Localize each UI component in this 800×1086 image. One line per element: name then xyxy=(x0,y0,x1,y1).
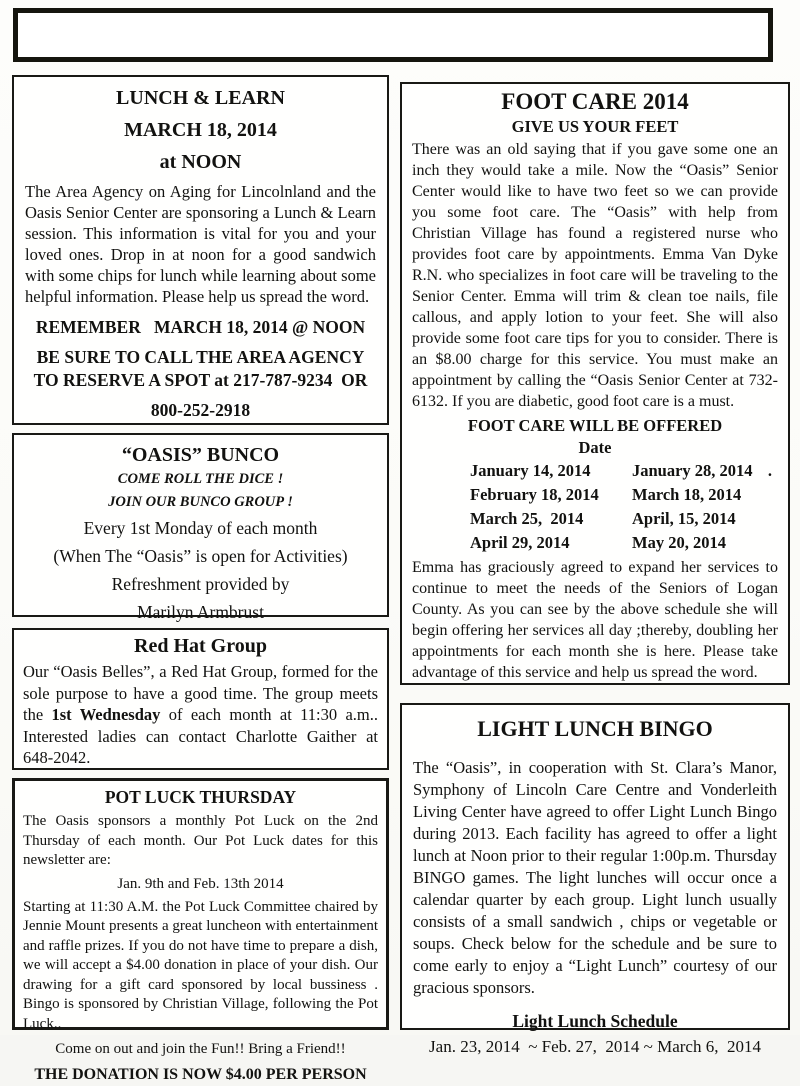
date-cell: March 18, 2014 xyxy=(632,485,742,504)
pot-luck-fun-line: Come on out and join the Fun!! Bring a Friend!! xyxy=(55,1041,346,1057)
pot-luck-intro: The Oasis sponsors a monthly Pot Luck on the 2nd Thursday of each month. Our Pot Luck dates for this newsletter are: xyxy=(23,813,378,868)
pot-luck-thursday-section xyxy=(12,778,389,1083)
red-hat-title: Red Hat Group xyxy=(134,635,267,657)
bingo-schedule-title: Light Lunch Schedule xyxy=(512,1011,678,1031)
red-hat-body-pre: Our “Oasis Belles”, a Red Hat Group, formed for the sole purpose to have a good time. The group meets the xyxy=(23,662,378,724)
date-cell: January 14, 2014 xyxy=(470,461,591,480)
bunco-condition-line: (When The “Oasis” is open for Activities) xyxy=(53,546,348,566)
bunco-tagline-1: COME ROLL THE DICE ! xyxy=(117,471,284,487)
pot-luck-body: Starting at 11:30 A.M. the Pot Luck Committee chaired by Jennie Mount presents a great luncheon with entertainment and raffle prizes. If you do not have time to prepare a dish, we will accept a $4.00 donation in place of your dish. Our drawing for a gift card sponsored by local bussiness . Bingo is sponsored by Christian Village, following the Pot Luck.. xyxy=(23,898,378,1032)
date-cell: February 18, 2014 xyxy=(470,485,599,504)
bunco-refreshment-line: Refreshment provided by xyxy=(111,574,290,594)
lunch-learn-reminder: REMEMBER MARCH 18, 2014 @ NOON xyxy=(35,317,366,337)
header-box xyxy=(13,8,773,62)
light-lunch-bingo-section xyxy=(400,703,790,1056)
bingo-body: The “Oasis”, in cooperation with St. Clara’s Manor, Symphony of Lincoln Care Centre and Vonderleith Living Center have agreed to offer Light Lunch Bingo during 2013. Each facility has agreed to offer a light lunch at Noon prior to their regular 1:00p.m. Thursday BINGO games. The light lunches will occur once a calendar quarter by each group. Light lunch usually consists of a small sandwich , chips or vegetable or soups. Check below for the schedule and be sure to come early to enjoy a “Light Lunch” courtesy of our gracious sponsors. xyxy=(413,758,777,997)
lunch-learn-title-line3: at NOON xyxy=(159,151,242,173)
lunch-learn-call-to-action: BE SURE TO CALL THE AREA AGENCY TO RESERVE A SPOT at 217-787-9234 OR xyxy=(33,347,369,390)
foot-care-title: FOOT CARE 2014 xyxy=(501,89,689,114)
pot-luck-title: POT LUCK THURSDAY xyxy=(104,787,297,807)
lunch-learn-title-line2: MARCH 18, 2014 xyxy=(124,119,277,141)
foot-care-schedule-heading: FOOT CARE WILL BE OFFERED xyxy=(467,416,723,435)
pot-luck-dates-line: Jan. 9th and Feb. 13th 2014 xyxy=(117,875,284,892)
foot-care-date-column-label: Date xyxy=(578,438,612,457)
bingo-title: LIGHT LUNCH BINGO xyxy=(477,716,713,741)
foot-care-subtitle: GIVE US YOUR FEET xyxy=(511,117,679,136)
red-hat-body-post: of each month at 11:30 a.m.. Interested ladies can contact Charlotte Gaither at 648-2042. xyxy=(23,705,378,767)
date-cell: April 29, 2014 xyxy=(470,533,570,552)
date-cell: May 20, 2014 xyxy=(632,533,726,552)
lunch-learn-body: The Area Agency on Aging for Lincolnland and the Oasis Senior Center are sponsoring a Lunch & Learn session. This information is vital for you and your loved ones. Drop in at noon for a good sandwich with some chips for lunch while learning about some helpful information. Please help us spread the word. xyxy=(25,182,376,306)
foot-care-closing: Emma has graciously agreed to expand her services to continue to meet the needs of the Seniors of Logan County. As you can see by the above schedule she will begin offering her services all day ;thereby, doubling her appointments for each month she is here. Please take advantage of this service and help us spread the word. xyxy=(412,559,778,681)
bunco-when-line: Every 1st Monday of each month xyxy=(83,518,318,538)
foot-care-date-table xyxy=(412,459,778,555)
date-cell: April, 15, 2014 xyxy=(632,509,736,528)
bunco-host-name: Marilyn Armbrust xyxy=(137,602,264,622)
foot-care-section xyxy=(400,82,790,685)
red-hat-body-bold: 1st Wednesday xyxy=(51,705,161,724)
bunco-title: “OASIS” BUNCO xyxy=(121,444,280,466)
pot-luck-donation-line: THE DONATION IS NOW $4.00 PER PERSON xyxy=(34,1066,367,1083)
table-row xyxy=(470,507,778,531)
stray-period-mark: . xyxy=(767,461,772,480)
table-row xyxy=(470,531,778,555)
red-hat-body xyxy=(23,661,378,769)
red-hat-group-section xyxy=(12,628,389,770)
bingo-schedule-line: Jan. 23, 2014 ~ Feb. 27, 2014 ~ March 6, 2014 xyxy=(429,1037,761,1056)
date-cell: March 25, 2014 xyxy=(470,509,584,528)
date-cell: January 28, 2014 xyxy=(632,461,753,480)
lunch-learn-title-line1: LUNCH & LEARN xyxy=(116,87,285,109)
table-row xyxy=(470,483,778,507)
table-row xyxy=(470,459,778,483)
foot-care-body: There was an old saying that if you gave some one an inch they would take a mile. Now the “Oasis” Senior Center would like to have two feet so we can provide you some foot care. The “Oasis” with help from Christian Village has found a registered nurse who provides foot care by appointments. Emma Van Dyke R.N. who specializes in foot care will be traveling to the Senior Center. Emma will trim & clean toe nails, file callous, and apply lotion to your feet. She will also provide some foot care tips for you to consider. There is an $8.00 charge for this service. You must make an appointment by calling the “Oasis Senior Center at 732-6132. If you are diabetic, good foot care is a must. xyxy=(412,141,778,410)
oasis-bunco-section xyxy=(12,433,389,622)
lunch-and-learn-section xyxy=(12,75,389,425)
bunco-tagline-2: JOIN OUR BUNCO GROUP ! xyxy=(108,494,293,510)
lunch-learn-phone-alt: 800-252-2918 xyxy=(150,400,251,420)
